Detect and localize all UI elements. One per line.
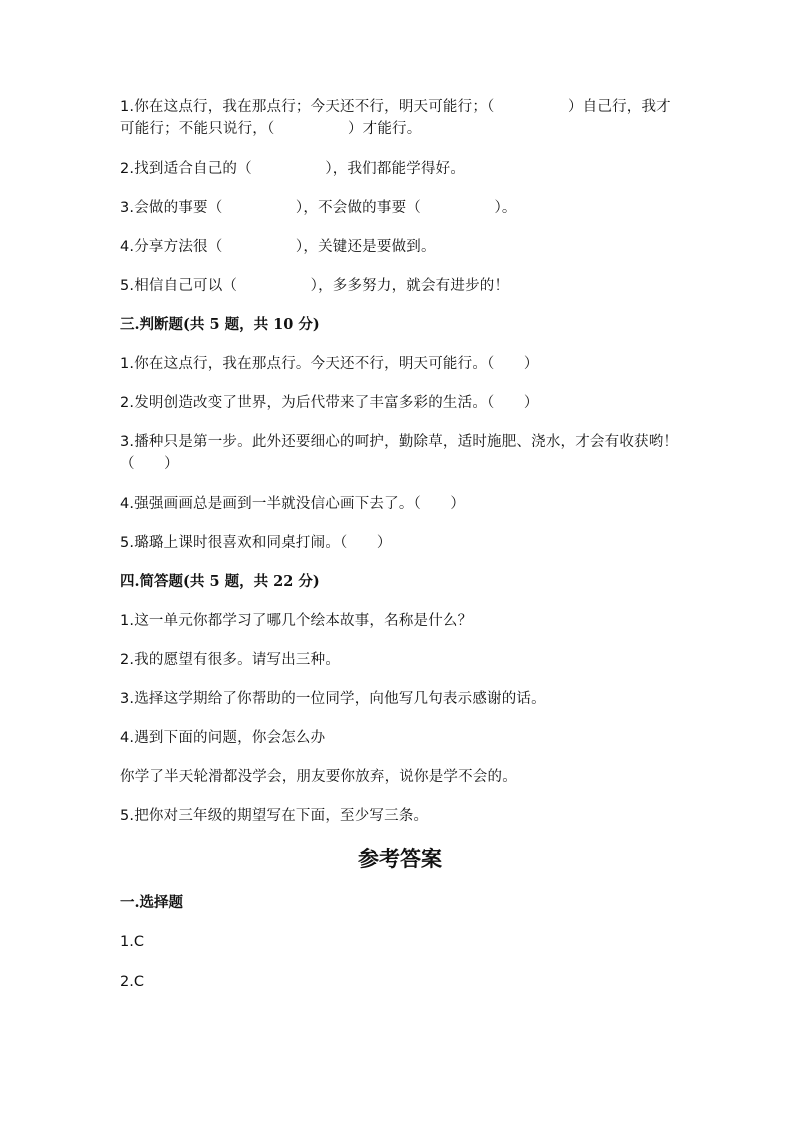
fill-in-item-3: 3.会做的事要（ ），不会做的事要（ ）。 bbox=[120, 200, 517, 216]
judgment-item-1: 1.你在这点行，我在那点行。今天还不行，明天可能行。（ ） bbox=[120, 356, 539, 372]
answers-section-heading: 一.选择题 bbox=[120, 894, 184, 911]
short-answer-item-2: 2.我的愿望有很多。请写出三种。 bbox=[120, 652, 341, 668]
short-answer-item-1: 1.这一单元你都学习了哪几个绘本故事，名称是什么？ bbox=[120, 613, 473, 629]
answer-item-1: 1.C bbox=[120, 934, 144, 950]
fill-in-item-1: 1.你在这点行，我在那点行；今天还不行，明天可能行；（ ）自己行，我才可能行；不能只说行，（ ）才能行。 bbox=[120, 99, 671, 137]
short-answer-item-5: 5.把你对三年级的期望写在下面，至少写三条。 bbox=[120, 808, 429, 824]
section-3-heading: 三.判断题(共 5 题，共 10 分) bbox=[120, 316, 320, 333]
answer-item-2: 2.C bbox=[120, 974, 144, 990]
judgment-item-3: 3.播种只是第一步。此外还要细心的呵护，勤除草，适时施肥、浇水，才会有收获哟！（ ） bbox=[120, 434, 679, 472]
short-answer-scenario: 你学了半天轮滑都没学会，朋友要你放弃，说你是学不会的。 bbox=[120, 769, 517, 785]
section-4-heading: 四.简答题(共 5 题，共 22 分) bbox=[120, 573, 320, 590]
fill-in-item-4: 4.分享方法很（ ），关键还是要做到。 bbox=[120, 239, 436, 255]
page-content bbox=[120, 96, 680, 1011]
judgment-item-5: 5.璐璐上课时很喜欢和同桌打闹。（ ） bbox=[120, 535, 392, 551]
answers-title: 参考答案 bbox=[358, 846, 442, 871]
fill-in-item-5: 5.相信自己可以（ ），多多努力，就会有进步的！ bbox=[120, 278, 510, 294]
short-answer-item-3: 3.选择这学期给了你帮助的一位同学，向他写几句表示感谢的话。 bbox=[120, 691, 546, 707]
judgment-item-4: 4.强强画画总是画到一半就没信心画下去了。（ ） bbox=[120, 496, 466, 512]
fill-in-item-2: 2.找到适合自己的（ ），我们都能学得好。 bbox=[120, 161, 466, 177]
short-answer-item-4: 4.遇到下面的问题，你会怎么办 bbox=[120, 730, 326, 746]
judgment-item-2: 2.发明创造改变了世界，为后代带来了丰富多彩的生活。（ ） bbox=[120, 395, 539, 411]
